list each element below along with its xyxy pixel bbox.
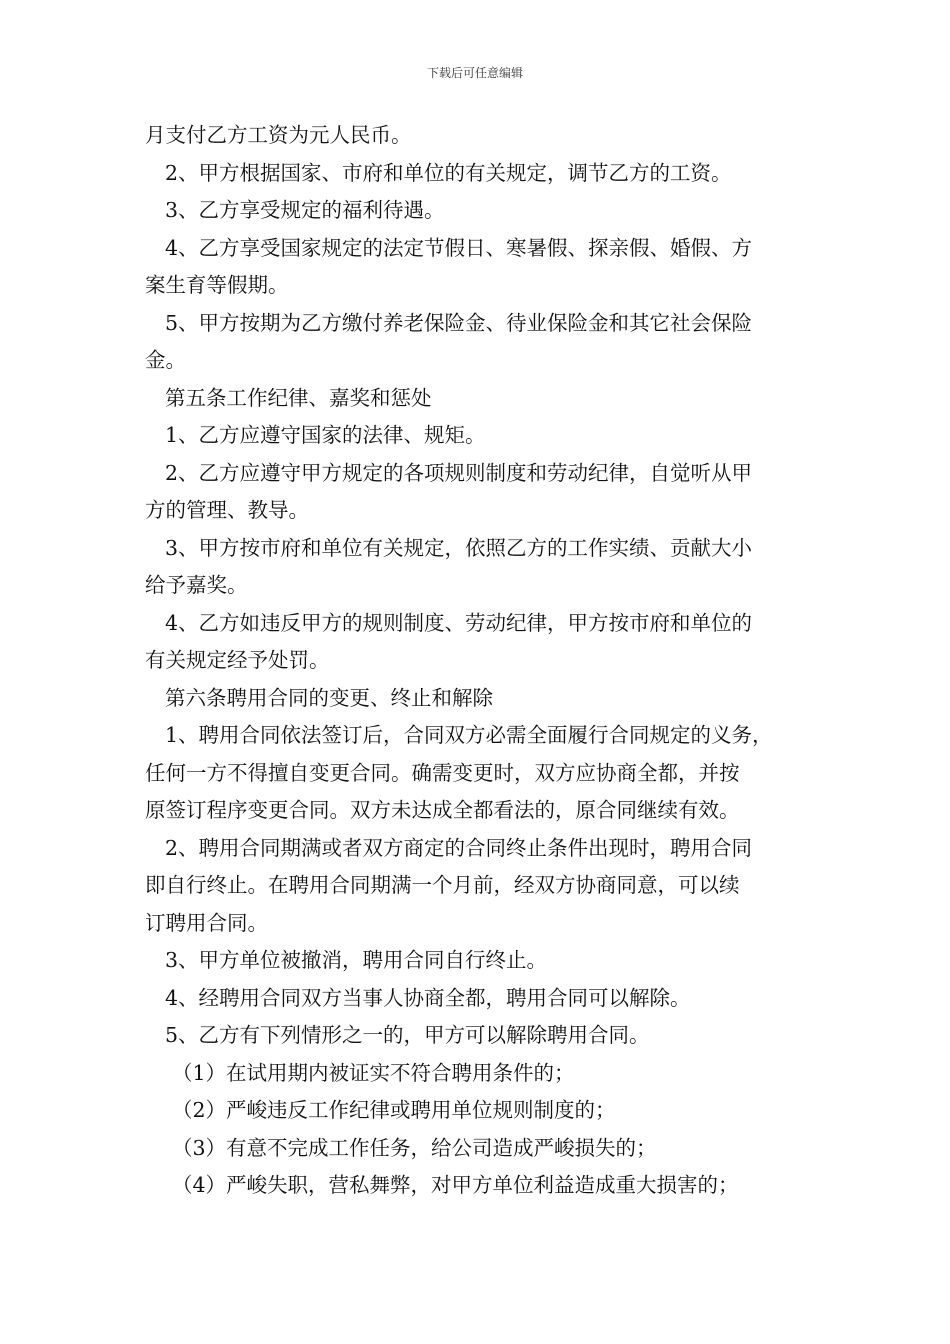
- text-line: 有关规定经予处罚。: [145, 648, 330, 672]
- list-item: （2）严峻违反工作纪律或聘用单位规则制度的；: [172, 1098, 616, 1122]
- text-line: 任何一方不得擅自变更合同。确需变更时，双方应协商全都，并按: [145, 760, 740, 785]
- text-line: 订聘用合同。: [145, 910, 268, 935]
- text-line: 5、乙方有下列情形之一的，甲方可以解除聘用合同。: [165, 1023, 650, 1047]
- text-line: 金。: [145, 348, 186, 372]
- list-item: （3）有意不完成工作任务，给公司造成严峻损失的；: [172, 1135, 657, 1160]
- text-line: 2、聘用合同期满或者双方商定的合同终止条件出现时，聘用合同: [165, 835, 753, 860]
- list-item: （4）严峻失职，营私舞弊，对甲方单位利益造成重大损害的；: [172, 1173, 739, 1197]
- text-line: 案生育等假期。: [145, 273, 289, 297]
- text-line: 3、甲方按市府和单位有关规定，依照乙方的工作实绩、贡献大小: [165, 535, 753, 560]
- document-body: [145, 117, 817, 1205]
- text-line: 2、甲方根据国家、市府和单位的有关规定，调节乙方的工资。: [165, 160, 732, 185]
- text-line: 4、经聘用合同双方当事人协商全都，聘用合同可以解除。: [165, 985, 691, 1010]
- text-line: 4、乙方享受国家规定的法定节假日、寒暑假、探亲假、婚假、方: [165, 235, 753, 260]
- text-line: 5、甲方按期为乙方缴付养老保险金、待业保险金和其它社会保险: [165, 310, 753, 335]
- page-header: 下载后可任意编辑: [426, 66, 523, 80]
- text-line: 原签订程序变更合同。双方未达成全都看法的，原合同继续有效。: [145, 798, 740, 822]
- text-line: 给予嘉奖。: [145, 573, 248, 597]
- text-line: 月支付乙方工资为元人民币。: [145, 123, 412, 147]
- text-line: 3、乙方享受规定的福利待遇。: [165, 198, 445, 222]
- text-line: 1、乙方应遵守国家的法律、规矩。: [165, 423, 486, 447]
- list-item: （1）在试用期内被证实不符合聘用条件的；: [172, 1060, 575, 1085]
- text-line: 3、甲方单位被撤消，聘用合同自行终止。: [165, 948, 548, 972]
- section-heading: 第六条聘用合同的变更、终止和解除: [165, 685, 493, 710]
- section-heading: 第五条工作纪律、嘉奖和惩处: [165, 385, 432, 410]
- text-line: 2、乙方应遵守甲方规定的各项规则制度和劳动纪律，自觉听从甲: [165, 460, 753, 485]
- text-line: 方的管理、教导。: [145, 498, 309, 522]
- text-line: 即自行终止。在聘用合同期满一个月前，经双方协商同意，可以续: [145, 873, 740, 897]
- text-line: 1、聘用合同依法签订后，合同双方必需全面履行合同规定的义务，: [165, 723, 773, 747]
- text-line: 4、乙方如违反甲方的规则制度、劳动纪律，甲方按市府和单位的: [165, 610, 753, 635]
